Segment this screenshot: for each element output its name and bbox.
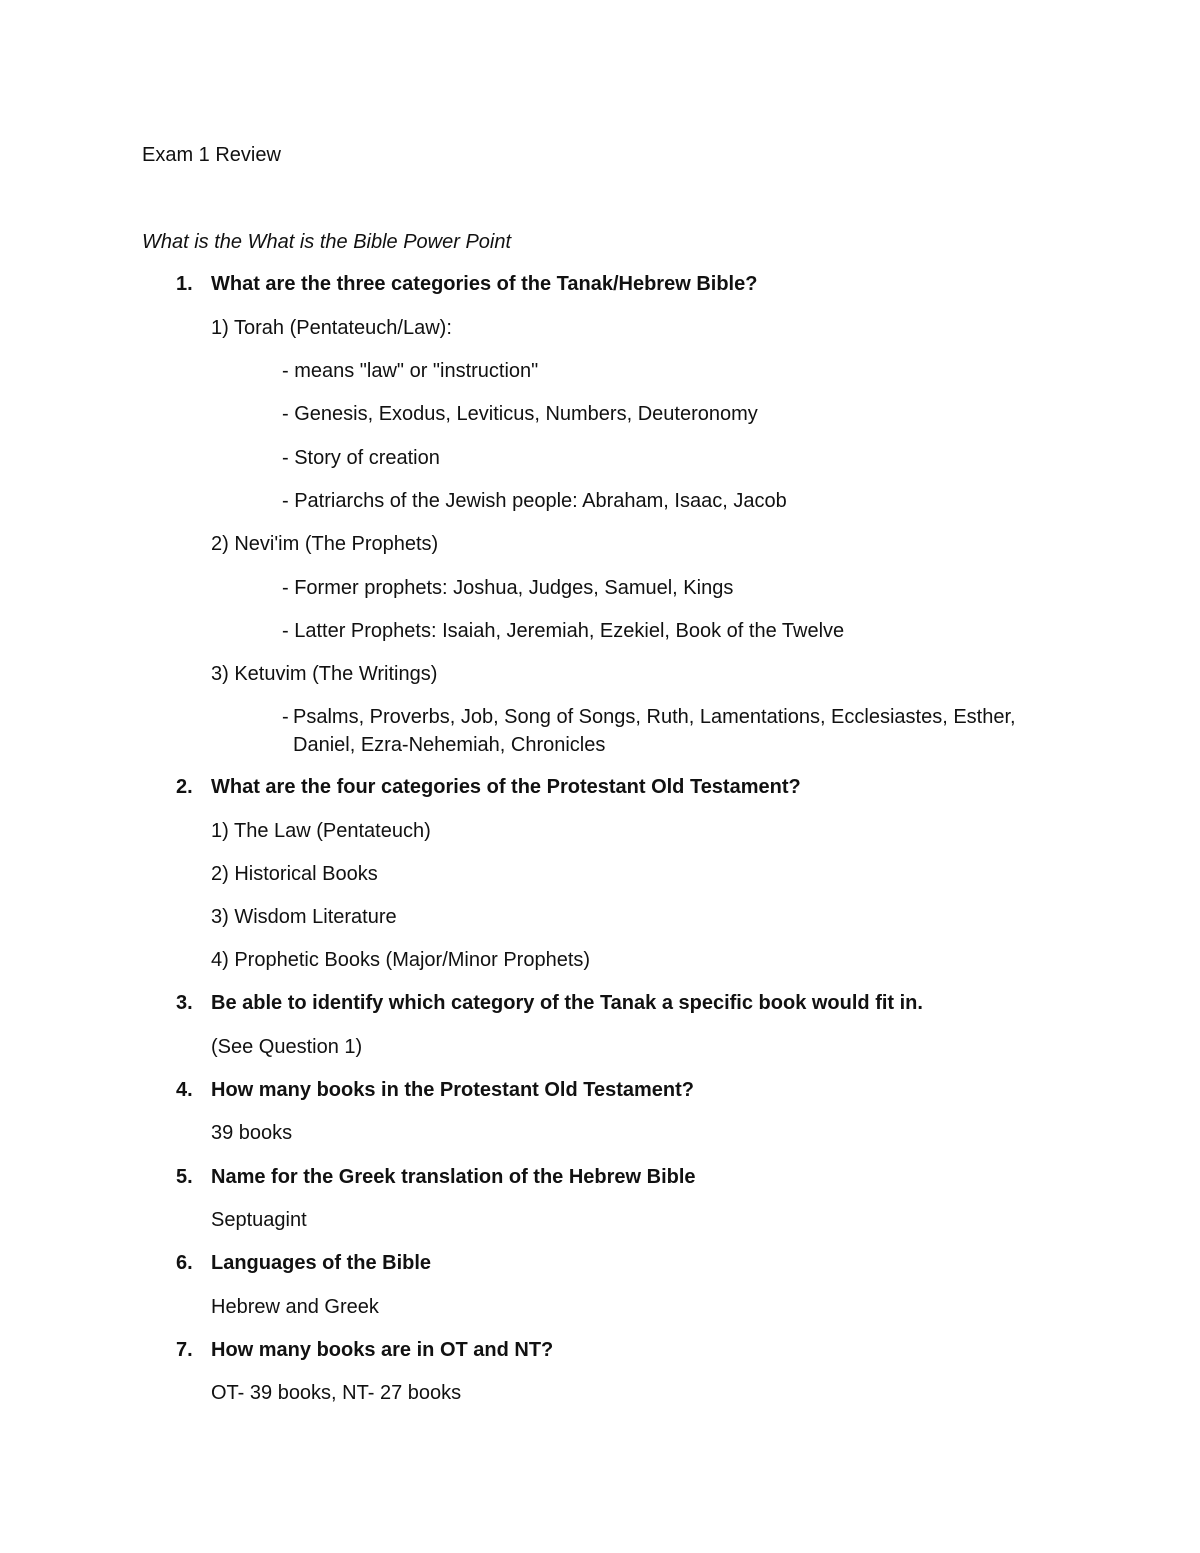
question-text: How many books in the Protestant Old Testament?	[211, 1079, 695, 1101]
question-text: Be able to identify which category of the Tanak a specific book would fit in.	[211, 992, 923, 1014]
list-item: - Former prophets: Joshua, Judges, Samuel, Kings	[282, 577, 734, 599]
answer-line: 3) Wisdom Literature	[211, 906, 397, 928]
question-5-row	[0, 1164, 1200, 1190]
list-item: - Latter Prophets: Isaiah, Jeremiah, Ezekiel, Book of the Twelve	[282, 620, 845, 642]
question-number: 4.	[176, 1079, 193, 1101]
answer-line: 4) Prophetic Books (Major/Minor Prophets)	[211, 949, 591, 971]
answer-line: OT- 39 books, NT- 27 books	[211, 1382, 462, 1404]
list-item: - Story of creation	[282, 447, 440, 469]
section-heading: What is the What is the Bible Power Point	[142, 231, 512, 253]
question-4-row	[0, 1077, 1200, 1103]
question-3-row	[0, 990, 1200, 1016]
answer-line: Hebrew and Greek	[211, 1296, 379, 1318]
tanak-category-ketuvim: 3) Ketuvim (The Writings)	[211, 663, 438, 685]
answer-line: 39 books	[211, 1122, 293, 1144]
tanak-category-neviim: 2) Nevi'im (The Prophets)	[211, 533, 439, 555]
question-2-row	[0, 774, 1200, 800]
question-number: 5.	[176, 1166, 193, 1188]
question-text: What are the four categories of the Protestant Old Testament?	[211, 776, 801, 798]
question-7-row	[0, 1337, 1200, 1363]
question-number: 6.	[176, 1252, 193, 1274]
list-item-text: Psalms, Proverbs, Job, Song of Songs, Ruth, Lamentations, Ecclesiastes, Esther, Daniel, Ezra-Nehemiah, Chronicles	[293, 706, 1016, 756]
question-number: 2.	[176, 776, 193, 798]
question-text: Name for the Greek translation of the Hebrew Bible	[211, 1166, 696, 1188]
question-number: 3.	[176, 992, 193, 1014]
page-title: Exam 1 Review	[142, 144, 281, 166]
answer-line: Septuagint	[211, 1209, 307, 1231]
question-1-row	[0, 271, 1200, 297]
question-number: 1.	[176, 273, 193, 295]
question-text: Languages of the Bible	[211, 1252, 432, 1274]
question-text: What are the three categories of the Tanak/Hebrew Bible?	[211, 273, 758, 295]
question-6-row	[0, 1250, 1200, 1276]
list-item: - Genesis, Exodus, Leviticus, Numbers, Deuteronomy	[282, 403, 758, 425]
answer-line: (See Question 1)	[211, 1036, 363, 1058]
answer-line: 1) The Law (Pentateuch)	[211, 820, 431, 842]
list-item	[282, 703, 1022, 759]
tanak-category-torah: 1) Torah (Pentateuch/Law):	[211, 317, 452, 339]
list-dash: -	[282, 706, 289, 728]
list-item: - means "law" or "instruction"	[282, 360, 539, 382]
list-item: - Patriarchs of the Jewish people: Abraham, Isaac, Jacob	[282, 490, 787, 512]
answer-line: 2) Historical Books	[211, 863, 378, 885]
question-text: How many books are in OT and NT?	[211, 1339, 554, 1361]
question-number: 7.	[176, 1339, 193, 1361]
